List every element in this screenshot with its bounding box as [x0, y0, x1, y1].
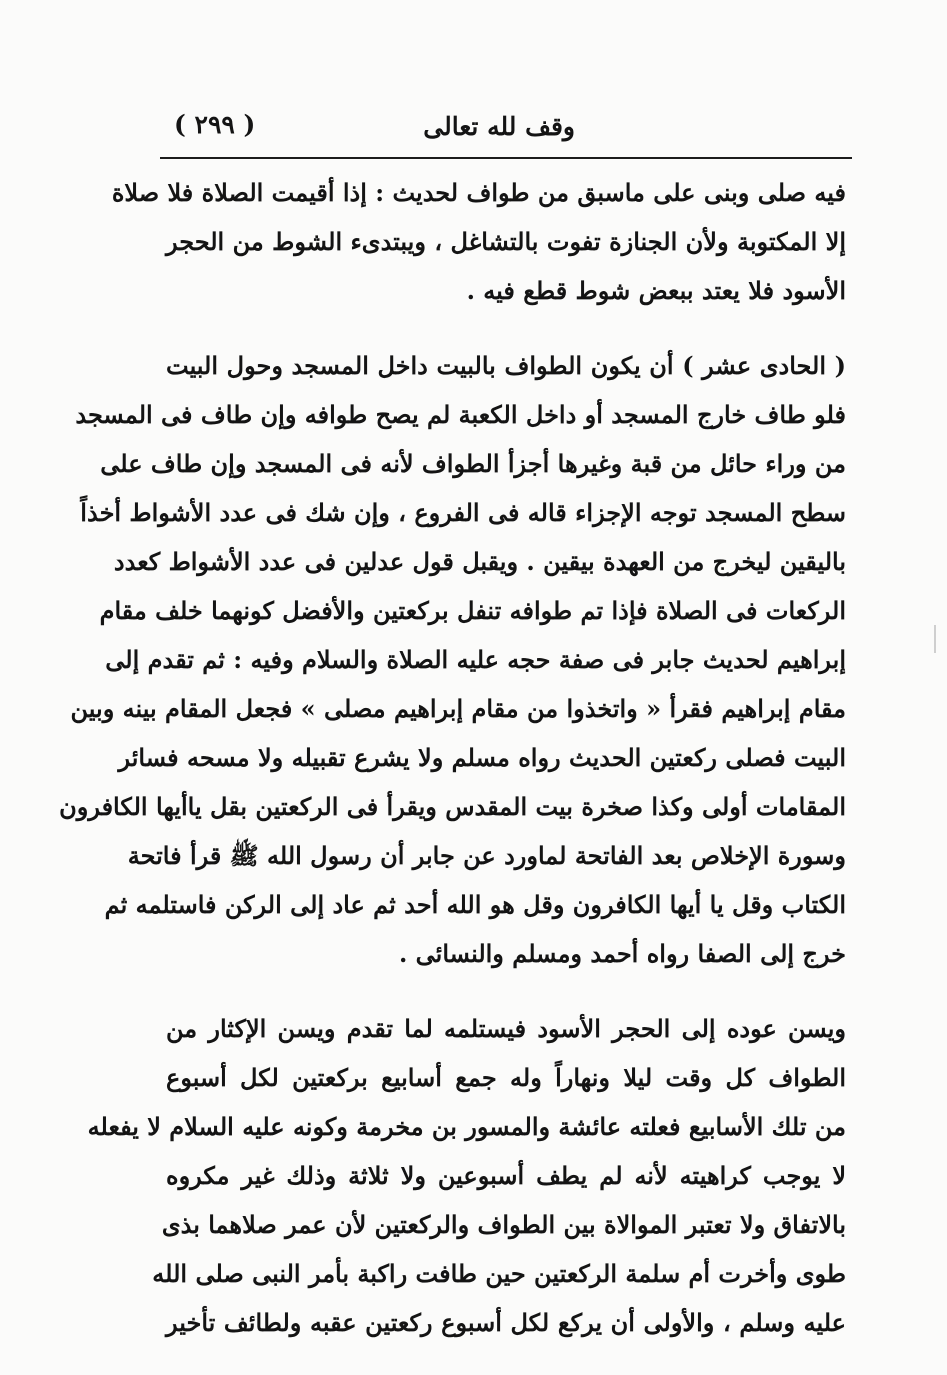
page-header [160, 108, 850, 152]
text-line: فيه صلى وبنى على ماسبق من طواف لحديث : إذا أقيمت الصلاة فلا صلاة [111, 178, 846, 207]
text-line: من تلك الأسابيع فعلته عائشة والمسور بن مخرمة وكونه عليه السلام لا يفعله [87, 1112, 846, 1141]
page-number: ( ٢٩٩ ) [174, 110, 256, 139]
text-line: باليقين ليخرج من العهدة بيقين . ويقبل قول عدلين فى عدد الأشواط كعدد [113, 547, 846, 576]
text-line: الطواف كل وقت ليلا ونهاراً وله جمع أسابيع بركعتين لكل أسبوع [166, 1063, 846, 1092]
header-divider [160, 157, 852, 159]
text-line: من وراء حائل من قبة وغيرها أجزأ الطواف لأنه فى المسجد وإن طاف على [100, 449, 846, 478]
text-line: سطح المسجد توجه الإجزاء قاله فى الفروع ، وإن شك فى عدد الأشواط أخذاً [80, 498, 846, 527]
text-line: فلو طاف خارج المسجد أو داخل الكعبة لم يصح طوافه وإن طاف فى المسجد [75, 400, 846, 429]
text-line: خرج إلى الصفا رواه أحمد ومسلم والنسائى . [398, 939, 846, 968]
text-line: وسورة الإخلاص بعد الفاتحة لماورد عن جابر أن رسول الله ﷺ قرأ فاتحة [127, 841, 846, 870]
text-line: لا يوجب كراهيته لأنه لم يطف أسبوعين ولا ثلاثة وذلك غير مكروه [166, 1161, 847, 1190]
paragraph [59, 341, 846, 978]
text-line: ويسن عوده إلى الحجر الأسود فيستلمه لما تقدم ويسن الإكثار من [166, 1014, 846, 1043]
scan-edge-mark [934, 625, 936, 653]
text-line: الكتاب وقل يا أيها الكافرون وقل هو الله أحد ثم عاد إلى الركن فاستلمه ثم [104, 890, 846, 919]
paragraph [111, 168, 846, 315]
text-line: إلا المكتوبة ولأن الجنازة تفوت بالتشاغل ، ويبتدىء الشوط من الحجر [166, 227, 846, 256]
text-line: بالاتفاق ولا تعتبر الموالاة بين الطواف والركعتين لأن عمر صلاهما بذى [161, 1210, 846, 1239]
text-line: ( الحادى عشر ) أن يكون الطواف بالبيت داخل المسجد وحول البيت [166, 351, 846, 380]
paragraph-gap [166, 978, 846, 1004]
text-line: الأسود فلا يعتد ببعض شوط قطع فيه . [466, 276, 846, 305]
body-text [59, 168, 847, 1347]
running-title: وقف لله تعالى [423, 112, 575, 141]
text-line: الركعات فى الصلاة فإذا تم طوافه تنفل بركعتين والأفضل كونهما خلف مقام [99, 596, 846, 625]
text-line: إبراهيم لحديث جابر فى صفة حجه عليه الصلاة والسلام وفيه : ثم تقدم إلى [105, 645, 846, 674]
paragraph-gap [166, 315, 846, 341]
text-line: مقام إبراهيم فقرأ « واتخذوا من مقام إبراهيم مصلى » فجعل المقام بينه وبين [70, 694, 846, 723]
text-line: طوى وأخرت أم سلمة الركعتين حين طافت راكبة بأمر النبى صلى الله [152, 1259, 846, 1288]
text-line: المقامات أولى وكذا صخرة بيت المقدس ويقرأ فى الركعتين بقل ياأيها الكافرون [59, 792, 846, 821]
text-line: عليه وسلم ، والأولى أن يركع لكل أسبوع ركعتين عقبه ولطائف تأخير [166, 1308, 846, 1337]
paragraph [87, 1004, 847, 1347]
text-line: البيت فصلى ركعتين الحديث رواه مسلم ولا يشرع تقبيله ولا مسحه فسائر [118, 743, 846, 772]
